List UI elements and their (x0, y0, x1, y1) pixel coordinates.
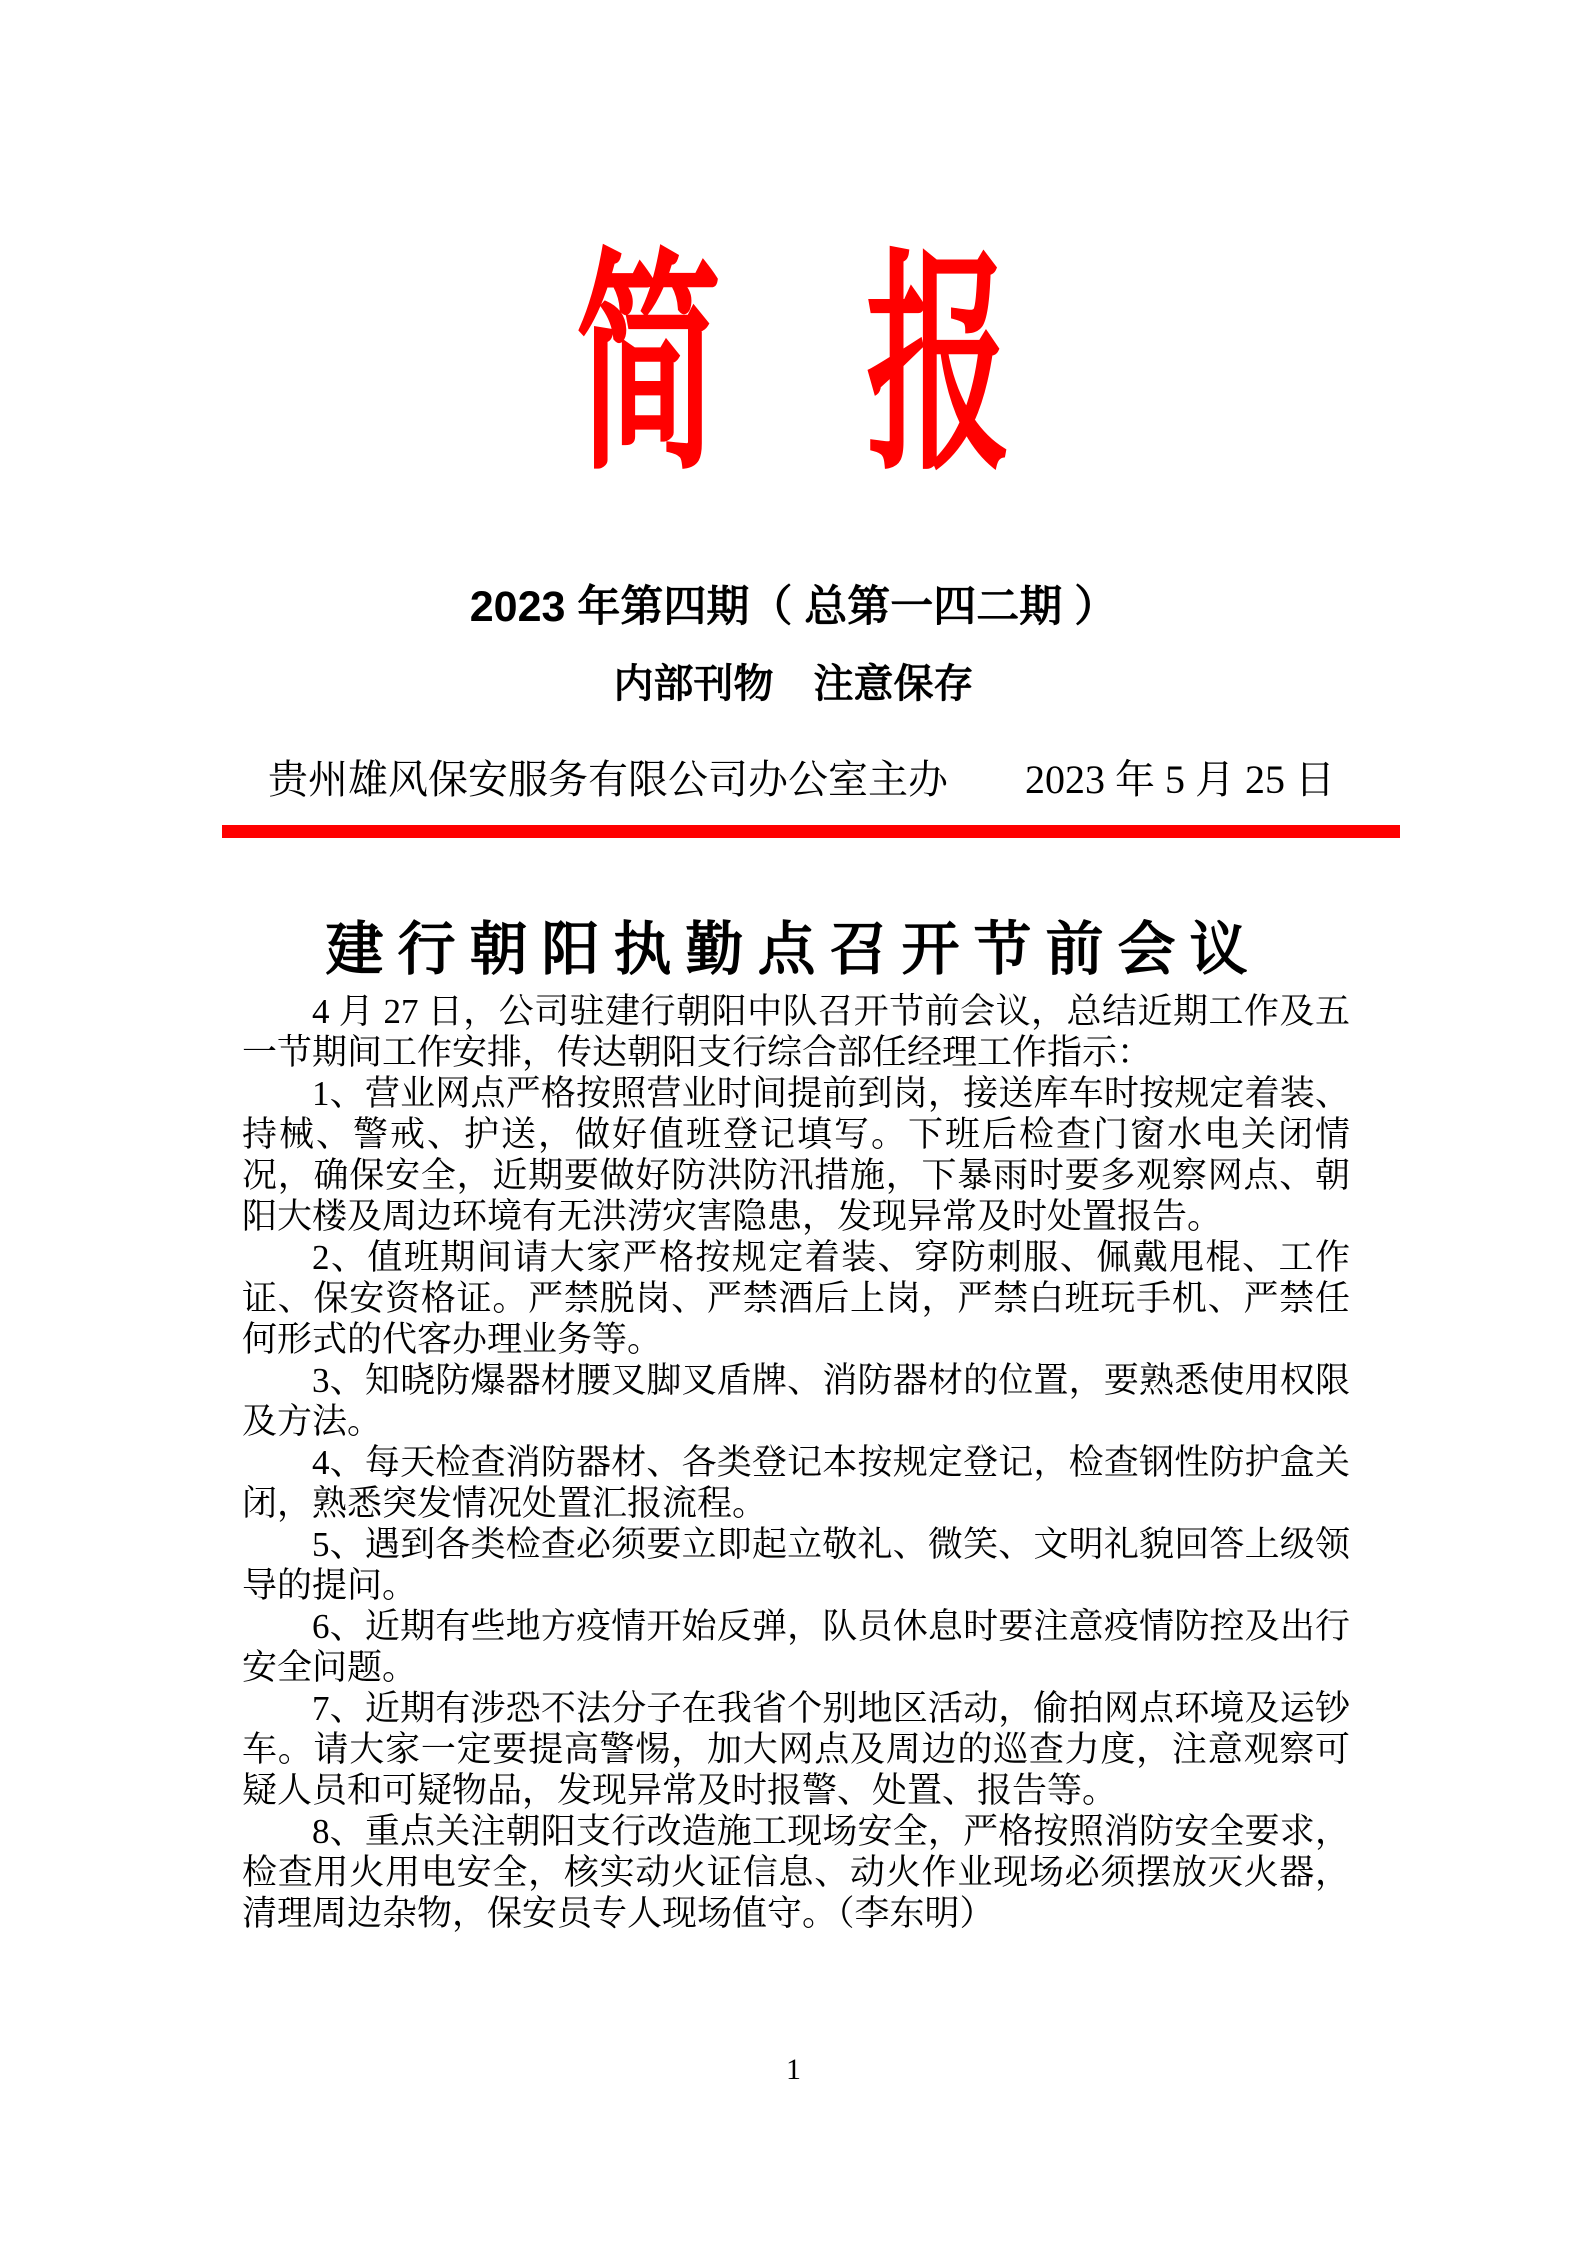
page-content (0, 234, 1587, 1934)
body-paragraph: 6、近期有些地方疫情开始反弹，队员休息时要注意疫情防控及出行安全问题。 (242, 1607, 1350, 1687)
body-paragraph: 5、遇到各类检查必须要立即起立敬礼、微笑、文明礼貌回答上级领导的提问。 (242, 1525, 1350, 1605)
article-title: 建行朝阳执勤点召开节前会议 (325, 917, 1262, 982)
divider-rule (222, 825, 1400, 838)
body-paragraph: 8、重点关注朝阳支行改造施工现场安全，严格按照消防安全要求，检查用火用电安全，核实动火证信息、动火作业现场必须摆放灭火器，清理周边杂物，保安员专人现场值守。（李东明） (242, 1812, 1350, 1933)
body-paragraph: 7、近期有涉恐不法分子在我省个别地区活动，偷拍网点环境及运钞车。请大家一定要提高警惕，加大网点及周边的巡查力度，注意观察可疑人员和可疑物品，发现异常及时报警、处置、报告等。 (242, 1689, 1350, 1810)
article-body (222, 991, 1365, 1934)
page-number: 1 (786, 2053, 801, 2086)
body-paragraph: 4、每天检查消防器材、各类登记本按规定登记，检查钢性防护盒关闭，熟悉突发情况处置汇报流程。 (242, 1443, 1350, 1523)
publisher-name: 贵州雄风保安服务有限公司办公室主办 (268, 757, 948, 802)
body-paragraph: 3、知晓防爆器材腰叉脚叉盾牌、消防器材的位置，要熟悉使用权限及方法。 (242, 1361, 1350, 1441)
body-paragraph: 4 月 27 日，公司驻建行朝阳中队召开节前会议，总结近期工作及五一节期间工作安排，传达朝阳支行综合部任经理工作指示： (242, 992, 1350, 1072)
body-paragraph: 1、营业网点严格按照营业时间提前到岗，接送库车时按规定着装、持械、警戒、护送，做好值班登记填写。下班后检查门窗水电关闭情况，确保安全，近期要做好防洪防汛措施，下暴雨时要多观察网点、朝阳大楼及周边环境有无洪涝灾害隐患，发现异常及时处置报告。 (242, 1074, 1350, 1236)
masthead-title: 简 报 (576, 234, 1011, 497)
internal-note: 内部刊物 注意保存 (613, 662, 974, 706)
issue-date: 2023 年 5 月 25 日 (1025, 757, 1335, 802)
publisher-row (222, 755, 1365, 805)
body-paragraph: 2、值班期间请大家严格按规定着装、穿防刺服、佩戴甩棍、工作证、保安资格证。严禁脱岗、严禁酒后上岗，严禁白班玩手机、严禁任何形式的代客办理业务等。 (242, 1238, 1350, 1359)
issue-line: 2023 年第四期（ 总第一四二期 ） (469, 583, 1118, 631)
